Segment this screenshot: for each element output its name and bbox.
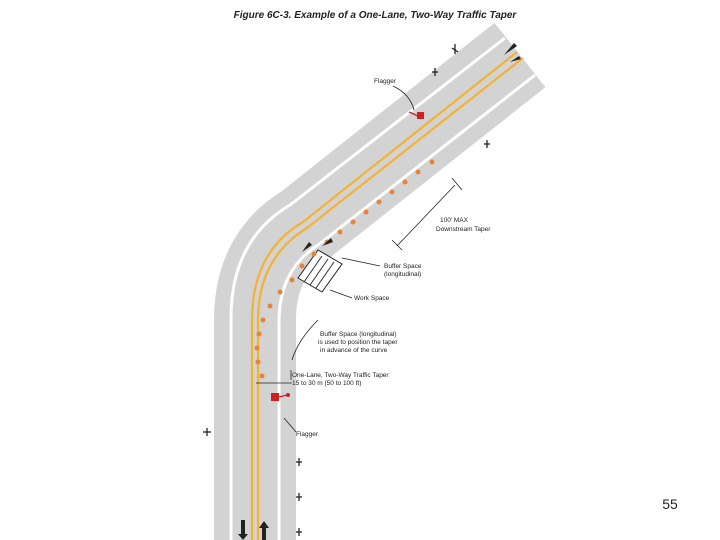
cone-icon: [338, 230, 343, 235]
cone-icon: [403, 180, 408, 185]
buffer-note-label-1: Buffer Space (longitudinal): [320, 331, 397, 338]
cone-icon: [278, 290, 283, 295]
cone-icon: [290, 278, 295, 283]
cone-icon: [416, 170, 421, 175]
taper-label-2: 15 to 30 m (50 to 100 ft): [292, 380, 362, 387]
cone-icon: [256, 360, 261, 365]
buffer-space-label-2: (longitudinal): [384, 271, 422, 278]
flagger-top-label: Flagger: [374, 78, 397, 85]
cone-icon: [300, 264, 305, 269]
slide-number: 55: [662, 496, 678, 512]
cone-icon: [261, 318, 266, 323]
taper-label-1: One-Lane, Two-Way Traffic Taper: [292, 372, 389, 379]
figure-title: Figure 6C-3. Example of a One-Lane, Two-Way Traffic Taper: [233, 10, 517, 21]
work-space-label: Work Space: [354, 295, 390, 302]
buffer-note-label-2: is used to position the taper: [318, 339, 398, 346]
cone-icon: [377, 200, 382, 205]
cone-icon: [268, 304, 273, 309]
cone-icon: [364, 210, 369, 215]
downstream-taper-label-2: Downstream Taper: [436, 226, 491, 233]
buffer-note-label-3: in advance of the curve: [320, 347, 388, 354]
cone-icon: [260, 374, 265, 379]
cone-icon: [430, 160, 435, 165]
downstream-taper-label-1: 100' MAX: [440, 217, 468, 224]
cone-icon: [390, 190, 395, 195]
cone-icon: [312, 252, 317, 257]
flagger-bottom-label: Flagger: [296, 431, 319, 438]
buffer-space-label-1: Buffer Space: [384, 263, 422, 270]
road: [231, 38, 535, 540]
cone-icon: [255, 346, 260, 351]
cone-icon: [257, 332, 262, 337]
cone-icon: [351, 220, 356, 225]
